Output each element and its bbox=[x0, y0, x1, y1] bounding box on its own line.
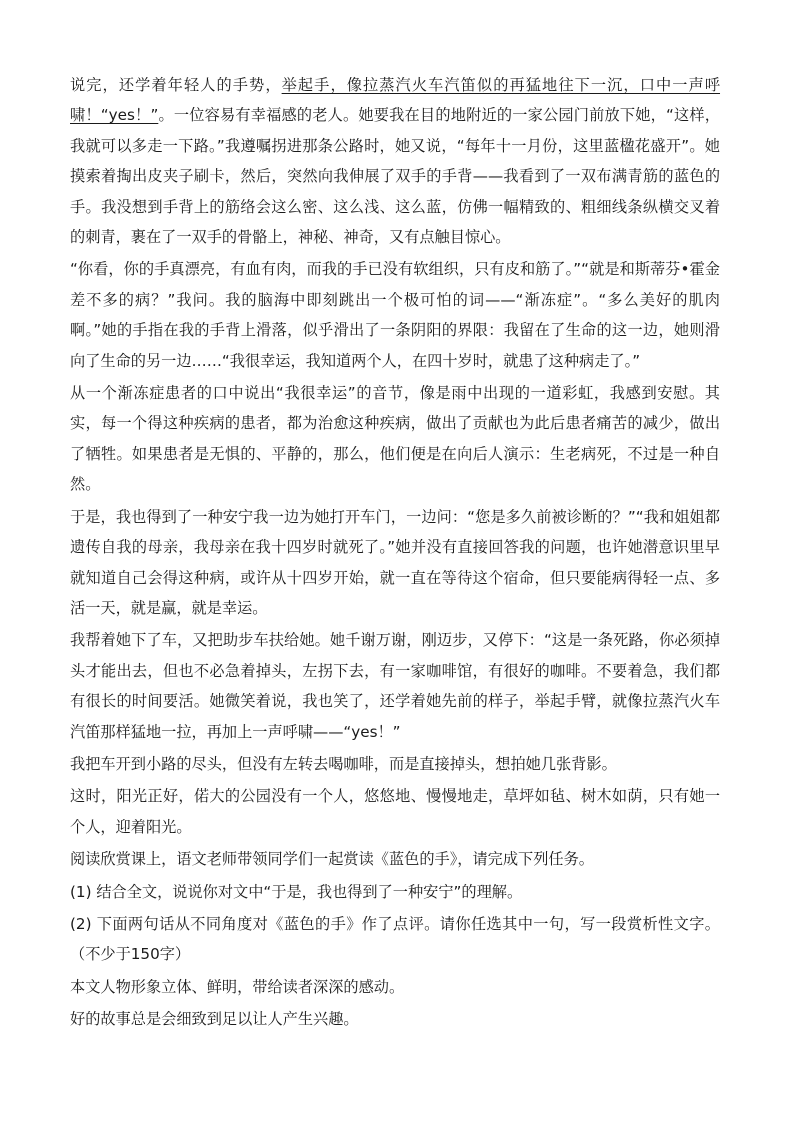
question-1: (1) 结合全文，说说你对文中“于是，我也得到了一种安宁”的理解。 bbox=[70, 882, 523, 901]
underlined-sentence: 举起手，像拉蒸汽火车汽笛似的再猛地往下一沉，口中一声呼啸！“yes！” bbox=[70, 76, 721, 125]
task-intro: 阅读欣赏课上，语文老师带领同学们一起赏读《蓝色的手》，请完成下列任务。 bbox=[70, 850, 594, 869]
passage-paragraph-6: 我把车开到小路的尽头，但没有左转去喝咖啡，而是直接掉头，想拍她几张背影。 bbox=[70, 754, 617, 773]
passage-paragraph-5: 我帮着她下了车，又把助步车扶给她。她千谢万谢，刚迈步，又停下：“这是一条死路，你必须掉头才能出去，但也不必急着掉头，左拐下去，有一家咖啡馆，有很好的咖啡。不要着急，我们都有很长的时间要活。她微笑着说，我也笑了，还学着她先前的样子，举起手臂，就像拉蒸汽火车汽笛那样猛地一拉，再加上一声呼啸——“yes！” bbox=[70, 631, 720, 741]
paragraph-1-segment-3: 。一位容易有幸福感的老人。她要我在目的地附近的一家公园门前放下她，“这样，我就可以多走一下路。”我遵嘱拐进那条公路时，她又说，“每年十一月份，这里蓝楹花盛开”。她摸索着掏出皮夹子刷卡，然后，突然向我伸展了双手的手背——我看到了一双布满青筋的蓝色的手。我没想到手背上的筋络会这么密、这么浅、这么蓝，仿佛一幅精致的、粗细线条纵横交叉着的刺青，裹在了一双手的骨骼上，神秘、神奇，又有点触目惊心。 bbox=[70, 106, 720, 247]
paragraph-1-segment-1: 说完，还学着年轻人的手势， bbox=[70, 76, 282, 94]
comment-option-2: 好的故事总是会细致到足以让人产生兴趣。 bbox=[70, 1010, 359, 1029]
comment-option-1: 本文人物形象立体、鲜明，带给读者深深的感动。 bbox=[70, 977, 405, 996]
passage-paragraph-1 bbox=[70, 70, 720, 252]
passage-paragraph-7: 这时，阳光正好，偌大的公园没有一个人，悠悠地、慢慢地走，草坪如毡、树木如荫，只有她一个人，迎着阳光。 bbox=[70, 787, 720, 836]
question-2: (2) 下面两句话从不同角度对《蓝色的手》作了点评。请你任选其中一句，写一段赏析性文字。（不少于150字） bbox=[70, 914, 720, 964]
passage-paragraph-2: “你看，你的手真漂亮，有血有肉，而我的手已没有软组织，只有皮和筋了。”“就是和斯蒂芬•霍金差不多的病？”我问。我的脑海中即刻跳出一个极可怕的词——“渐冻症”。“多么美好的肌肉啊。”她的手指在我的手背上滑落，似乎滑出了一条阴阳的界限：我留在了生命的这一边，她则滑向了生命的另一边……“我很幸运，我知道两个人，在四十岁时，就患了这种病走了。” bbox=[70, 260, 720, 370]
document-page bbox=[70, 70, 720, 1035]
passage-paragraph-4: 于是，我也得到了一种安宁我一边为她打开车门，一边问：“您是多久前被诊断的？”“我和姐姐都遗传自我的母亲，我母亲在我十四岁时就死了。”她并没有直接回答我的问题，也许她潜意识里早就知道自己会得这种病，或许从十四岁开始，就一直在等待这个宿命，但只要能病得轻一点、多活一天，就是赢，就是幸运。 bbox=[70, 507, 720, 617]
passage-paragraph-3: 从一个渐冻症患者的口中说出“我很幸运”的音节，像是雨中出现的一道彩虹，我感到安慰。其实，每一个得这种疾病的患者，都为治愈这种疾病，做出了贡献也为此后患者痛苦的减少，做出了牺牲。如果患者是无惧的、平静的，那么，他们便是在向后人演示：生老病死，不过是一种自然。 bbox=[70, 384, 720, 494]
